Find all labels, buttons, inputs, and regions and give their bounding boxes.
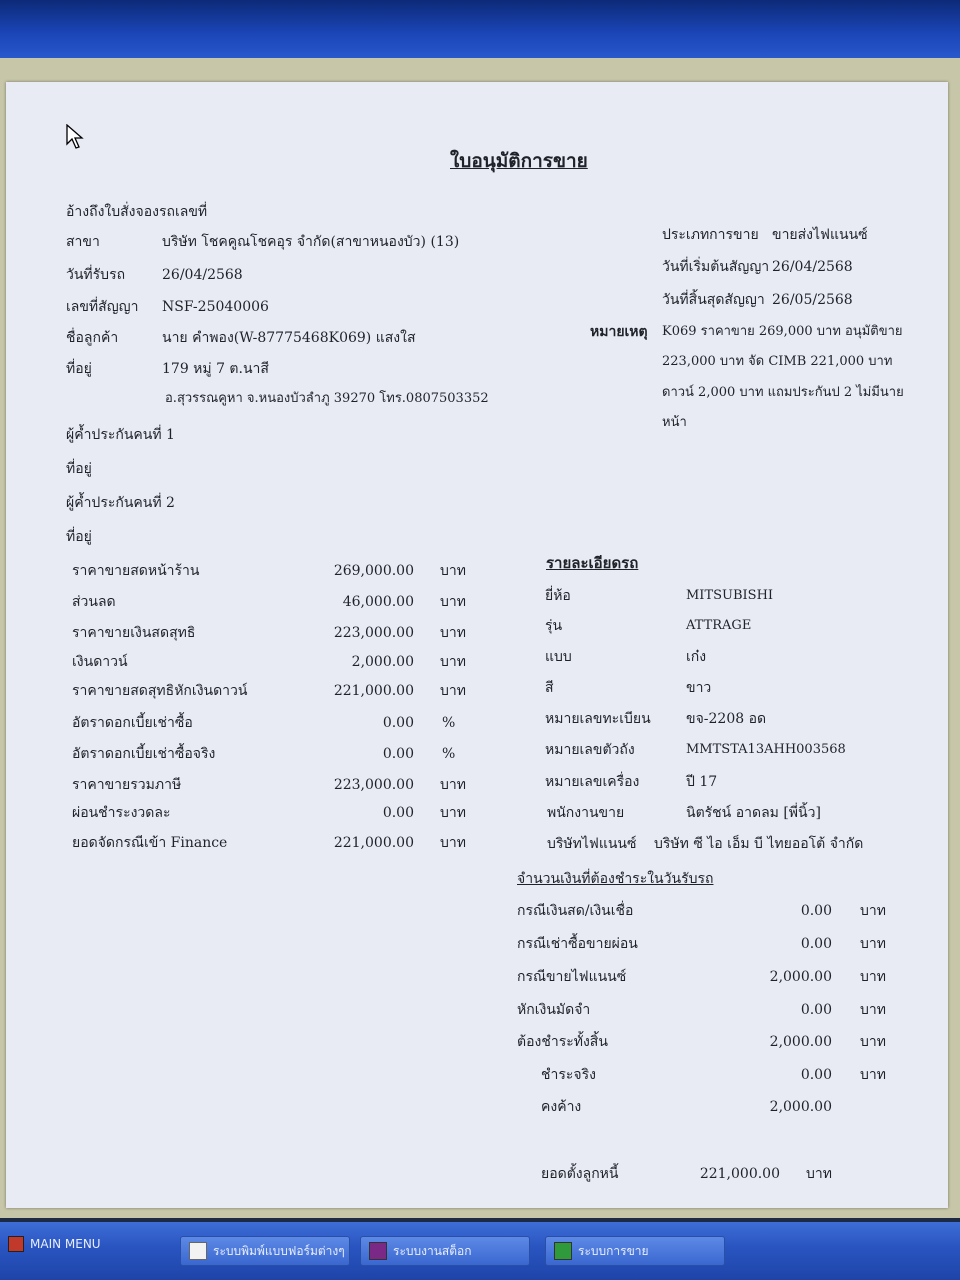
price-row-label: ราคาขายรวมภาษี <box>72 777 182 793</box>
price-row-label: ส่วนลด <box>72 594 116 610</box>
price-row-value: 223,000.00 <box>333 777 414 793</box>
finance-company-value: บริษัท ซี ไอ เอ็ม บี ไทยออโต้ จำกัด <box>654 836 864 852</box>
price-row-label: เงินดาวน์ <box>72 654 128 670</box>
taskbar-sales-system[interactable] <box>545 1236 725 1266</box>
contract-end-value: 26/05/2568 <box>772 292 853 308</box>
taskbar-main-menu[interactable] <box>0 1226 175 1262</box>
remark-label: หมายเหตุ <box>590 324 648 340</box>
paid-unit: บาท <box>860 1067 886 1083</box>
outstanding-value: 2,000.00 <box>769 1099 832 1115</box>
payment-row-value: 0.00 <box>800 1002 832 1018</box>
remark-line-4: หน้า <box>662 415 687 430</box>
delivery-date-label: วันที่รับรถ <box>66 267 126 283</box>
paid-label: ชำระจริง <box>541 1067 596 1083</box>
car-row-value: ขาว <box>686 680 712 696</box>
guarantor1-label: ผู้ค้ำประกันคนที่ 1 <box>66 427 175 443</box>
address-label: ที่อยู่ <box>66 361 92 377</box>
payment-row-unit: บาท <box>860 903 886 919</box>
sales-app-icon <box>554 1242 572 1260</box>
car-details-title: รายละเอียดรถ <box>546 554 639 572</box>
price-row-value: 223,000.00 <box>333 625 414 641</box>
car-row-label: หมายเลขเครื่อง <box>545 774 640 790</box>
address-line2: อ.สุวรรณคูหา จ.หนองบัวลำภู 39270 โทร.0807503352 <box>165 391 489 406</box>
contract-start-label: วันที่เริ่มต้นสัญญา <box>662 259 770 275</box>
car-row-value: ปี 17 <box>686 774 718 790</box>
price-row-label: ผ่อนชำระงวดละ <box>72 805 171 821</box>
car-row-label: รุ่น <box>545 618 563 634</box>
taskbar-item-label: ระบบงานสต็อก <box>393 1243 472 1258</box>
sale-type-label: ประเภทการขาย <box>662 227 759 243</box>
paid-value: 0.00 <box>800 1067 832 1083</box>
taskbar-stock-system[interactable] <box>360 1236 530 1266</box>
app-icon <box>8 1236 24 1252</box>
price-row-value: 2,000.00 <box>351 654 414 670</box>
price-row-value: 46,000.00 <box>342 594 414 610</box>
document-icon <box>189 1242 207 1260</box>
price-row-unit: บาท <box>440 654 466 670</box>
price-row-unit: บาท <box>440 563 466 579</box>
delivery-date-value: 26/04/2568 <box>162 267 243 283</box>
payment-row-value: 0.00 <box>800 936 832 952</box>
price-row-label: ราคาขายเงินสดสุทธิ <box>72 625 196 641</box>
branch-value: บริษัท โชคคูณโชคอุร จำกัด(สาขาหนองบัว) (13) <box>162 234 460 250</box>
price-row-value: 269,000.00 <box>333 563 414 579</box>
car-row-label: พนักงานขาย <box>547 805 625 821</box>
guarantor2-label: ผู้ค้ำประกันคนที่ 2 <box>66 495 175 511</box>
price-row-unit: บาท <box>440 625 466 641</box>
price-row-label: อัตราดอกเบี้ยเช่าซื้อจริง <box>72 746 216 762</box>
price-row-unit: บาท <box>440 805 466 821</box>
car-row-value: นิตรัชน์ อาดลม [พี่นิ้ว] <box>686 805 821 821</box>
price-row-value: 0.00 <box>382 805 414 821</box>
price-row-label: อัตราดอกเบี้ยเช่าซื้อ <box>72 715 193 731</box>
debt-label: ยอดตั้งลูกหนี้ <box>541 1166 619 1182</box>
car-row-label: แบบ <box>545 649 572 665</box>
outstanding-label: คงค้าง <box>541 1099 582 1115</box>
car-row-value: เก๋ง <box>686 649 707 665</box>
price-row-unit: % <box>442 746 456 762</box>
price-row-unit: บาท <box>440 683 466 699</box>
contract-start-value: 26/04/2568 <box>772 259 853 275</box>
price-row-unit: บาท <box>440 835 466 851</box>
car-row-value: ATTRAGE <box>686 618 752 633</box>
car-row-value: MMTSTA13AHH003568 <box>686 742 846 757</box>
taskbar-item-label: ระบบพิมพ์แบบฟอร์มต่างๆ <box>213 1243 345 1258</box>
payment-row-unit: บาท <box>860 1034 886 1050</box>
price-row-unit: บาท <box>440 777 466 793</box>
remark-line-3: ดาวน์ 2,000 บาท แถมประกันป 2 ไม่มีนาย <box>662 385 904 400</box>
guarantor2-address-label: ที่อยู่ <box>66 529 92 545</box>
price-row-unit: บาท <box>440 594 466 610</box>
ref-order-label: อ้างถึงใบสั่งจองรถเลขที่ <box>66 204 208 220</box>
window-titlebar <box>0 0 960 62</box>
guarantor1-address-label: ที่อยู่ <box>66 461 92 477</box>
debt-unit: บาท <box>806 1166 832 1182</box>
car-row-label: ยี่ห้อ <box>545 588 571 604</box>
payment-row-label: หักเงินมัดจำ <box>517 1002 591 1018</box>
payment-title: จำนวนเงินที่ต้องชำระในวันรับรถ <box>517 871 714 887</box>
price-row-label: ยอดจัดกรณีเข้า Finance <box>72 835 228 851</box>
price-row-value: 0.00 <box>382 715 414 731</box>
price-row-label: ราคาขายสดหน้าร้าน <box>72 563 200 579</box>
branch-label: สาขา <box>66 234 100 250</box>
taskbar-item-label: MAIN MENU <box>30 1237 101 1251</box>
address-value: 179 หมู่ 7 ต.นาสี <box>162 361 269 377</box>
payment-row-label: กรณีเงินสด/เงินเชื่อ <box>517 903 634 919</box>
car-row-label: สี <box>545 680 554 696</box>
finance-company-label: บริษัทไฟแนนซ์ <box>547 836 637 852</box>
price-row-value: 221,000.00 <box>333 683 414 699</box>
remark-line-1: K069 ราคาขาย 269,000 บาท อนุมัติขาย <box>662 324 903 339</box>
customer-name-label: ชื่อลูกค้า <box>66 330 119 346</box>
page-title: ใบอนุมัติการขาย <box>450 150 588 172</box>
car-row-label: หมายเลขทะเบียน <box>545 711 651 727</box>
price-row-value: 221,000.00 <box>333 835 414 851</box>
taskbar-item-label: ระบบการขาย <box>578 1243 649 1258</box>
payment-row-unit: บาท <box>860 1002 886 1018</box>
price-row-unit: % <box>442 715 456 731</box>
payment-row-value: 0.00 <box>800 903 832 919</box>
payment-row-value: 2,000.00 <box>769 1034 832 1050</box>
payment-row-label: ต้องชำระทั้งสิ้น <box>517 1034 608 1050</box>
contract-no-label: เลขที่สัญญา <box>66 299 139 315</box>
payment-row-label: กรณีขายไฟแนนซ์ <box>517 969 627 985</box>
payment-row-value: 2,000.00 <box>769 969 832 985</box>
debt-value: 221,000.00 <box>699 1166 780 1182</box>
payment-row-unit: บาท <box>860 936 886 952</box>
customer-name-value: นาย คำพอง(W-87775468K069) แสงใส <box>162 330 416 346</box>
car-row-value: MITSUBISHI <box>686 588 774 603</box>
payment-row-label: กรณีเช่าซื้อขายผ่อน <box>517 936 638 952</box>
payment-row-unit: บาท <box>860 969 886 985</box>
mouse-pointer-icon <box>66 124 84 150</box>
car-row-value: ขจ-2208 อด <box>686 711 767 727</box>
sale-type-value: ขายส่งไฟแนนซ์ <box>772 227 868 243</box>
car-row-label: หมายเลขตัวถัง <box>545 742 635 758</box>
stock-app-icon <box>369 1242 387 1260</box>
price-row-value: 0.00 <box>382 746 414 762</box>
taskbar-print-forms[interactable] <box>180 1236 350 1266</box>
contract-end-label: วันที่สิ้นสุดสัญญา <box>662 292 765 308</box>
contract-no-value: NSF-25040006 <box>162 299 269 315</box>
remark-line-2: 223,000 บาท จัด CIMB 221,000 บาท <box>662 354 893 369</box>
price-row-label: ราคาขายสดสุทธิหักเงินดาวน์ <box>72 683 248 699</box>
